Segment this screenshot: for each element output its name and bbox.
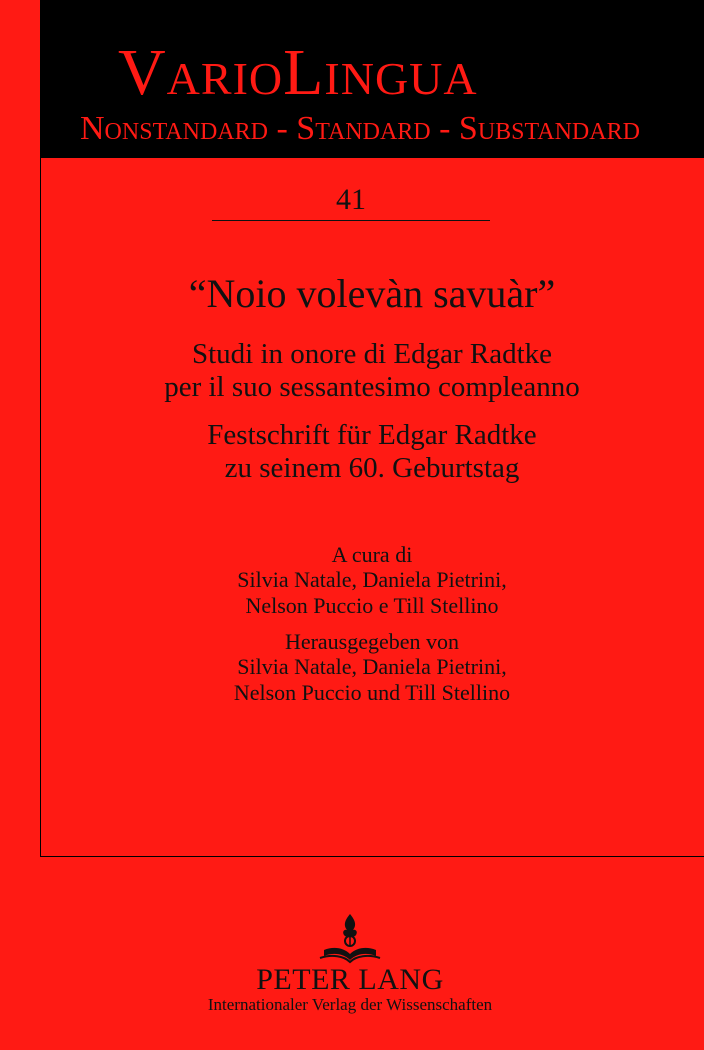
editors-de-heading: Herausgegeben von: [284, 629, 460, 654]
editors-it-line-2: Nelson Puccio e Till Stellino: [245, 593, 499, 618]
editors-de-line-2: Nelson Puccio und Till Stellino: [233, 680, 511, 705]
subtitle-de-line-1: Festschrift für Edgar Radtke: [207, 419, 537, 451]
publisher-tagline: Internationaler Verlag der Wissenschaften: [207, 995, 493, 1014]
volume-number: 41: [336, 183, 366, 216]
subtitle-it-line-1: Studi in onore di Edgar Radtke: [191, 338, 553, 370]
editors-it-line-1: Silvia Natale, Daniela Pietrini,: [237, 567, 507, 592]
book-title: “Noio volevàn savuàr”: [188, 271, 556, 316]
editors-it-heading: A cura di: [331, 542, 413, 567]
volume-rule: [212, 220, 490, 221]
subtitle-it-line-2: per il suo sessantesimo compleanno: [164, 371, 580, 403]
series-subtitle: Nonstandard - Standard - Substandard: [80, 110, 640, 147]
editors-de-line-1: Silvia Natale, Daniela Pietrini,: [237, 654, 507, 679]
series-title: VarioLingua: [118, 36, 478, 109]
subtitle-de-line-2: zu seinem 60. Geburtstag: [224, 452, 520, 484]
cover-frame: [40, 158, 704, 857]
peter-lang-logo-icon: [318, 912, 382, 964]
publisher-name: PETER LANG: [256, 963, 444, 996]
